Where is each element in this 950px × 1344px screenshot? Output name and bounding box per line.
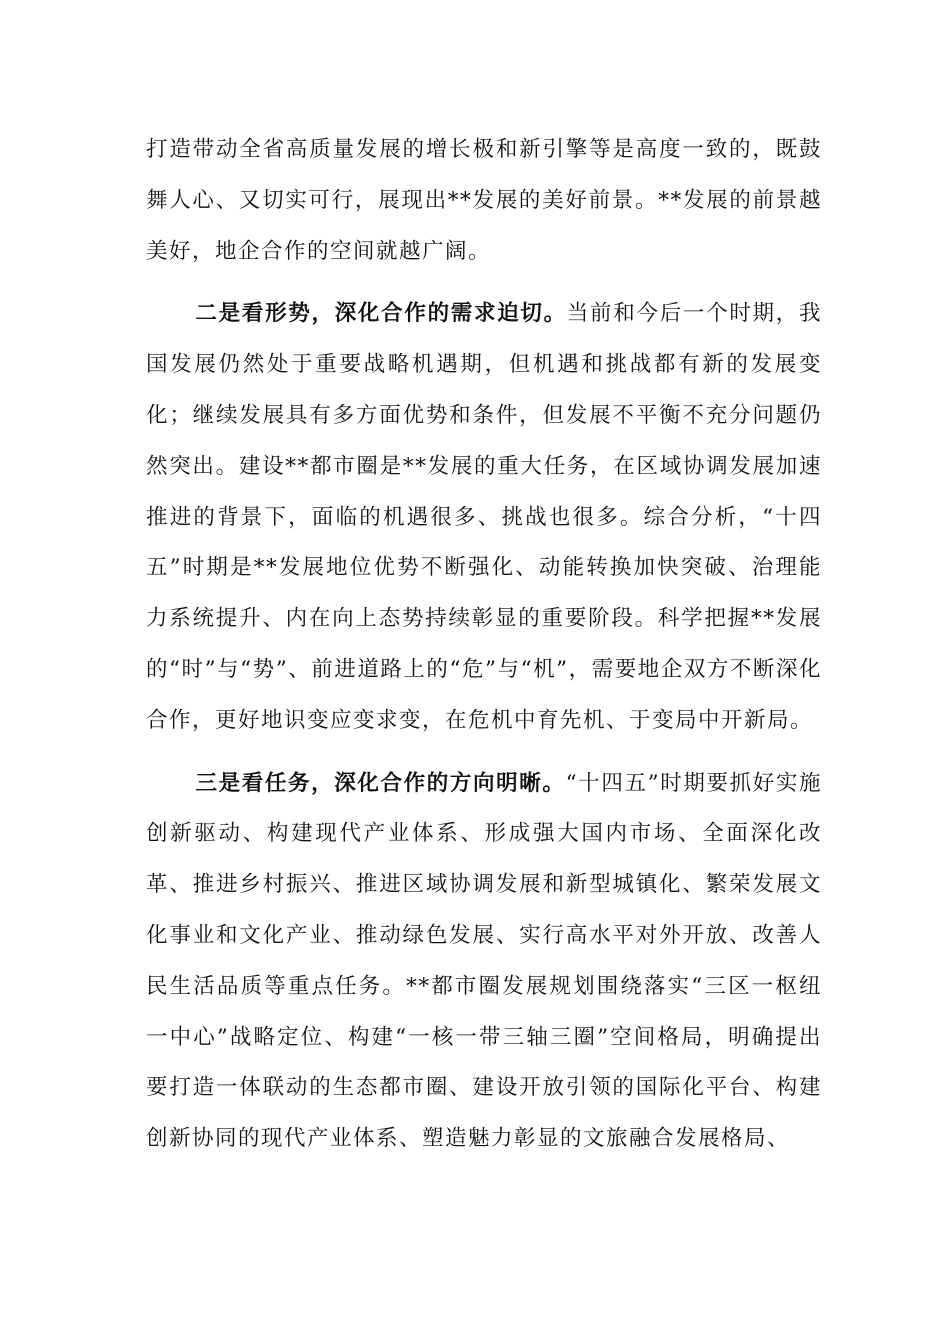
paragraph-continuation [146, 125, 822, 277]
paragraph-lead: 二是看形势，深化合作的需求迫切。 [195, 301, 567, 327]
paragraph-lead: 三是看任务，深化合作的方向明晰。 [195, 770, 566, 796]
paragraph-text: 打造带动全省高质量发展的增长极和新引擎等是高度一致的，既鼓舞人心、又切实可行，展现出**发展的美好前景。**发展的前景越美好，地企合作的空间就越广阔。 [146, 137, 822, 264]
paragraph-tasks [146, 759, 822, 1165]
paragraph-situation [146, 289, 822, 746]
paragraph-text: “十四五”时期要抓好实施创新驱动、构建现代产业体系、形成强大国内市场、全面深化改革、推进乡村振兴、推进区域协调发展和新型城镇化、繁荣发展文化事业和文化产业、推动绿色发展、实行高水平对外开放、改善人民生活品质等重点任务。**都市圈发展规划围绕落实“三区一枢纽一中心”战略定位、构建“一核一带三轴三圈”空间格局，明确提出要打造一体联动的生态都市圈、建设开放引领的国际化平台、构建创新协同的现代产业体系、塑造魅力彰显的文旅融合发展格局、 [146, 770, 822, 1152]
paragraph-text: 当前和今后一个时期，我国发展仍然处于重要战略机遇期，但机遇和挑战都有新的发展变化；继续发展具有多方面优势和条件，但发展不平衡不充分问题仍然突出。建设**都市圈是**发展的重大任务，在区域协调发展加速推进的背景下，面临的机遇很多、挑战也很多。综合分析，“十四五”时期是**发展地位优势不断强化、动能转换加快突破、治理能力系统提升、内在向上态势持续彰显的重要阶段。科学把握**发展的“时”与“势”、前进道路上的“危”与“机”，需要地企双方不断深化合作，更好地识变应变求变，在危机中育先机、于变局中开新局。 [146, 301, 822, 733]
document-body [146, 125, 822, 1177]
